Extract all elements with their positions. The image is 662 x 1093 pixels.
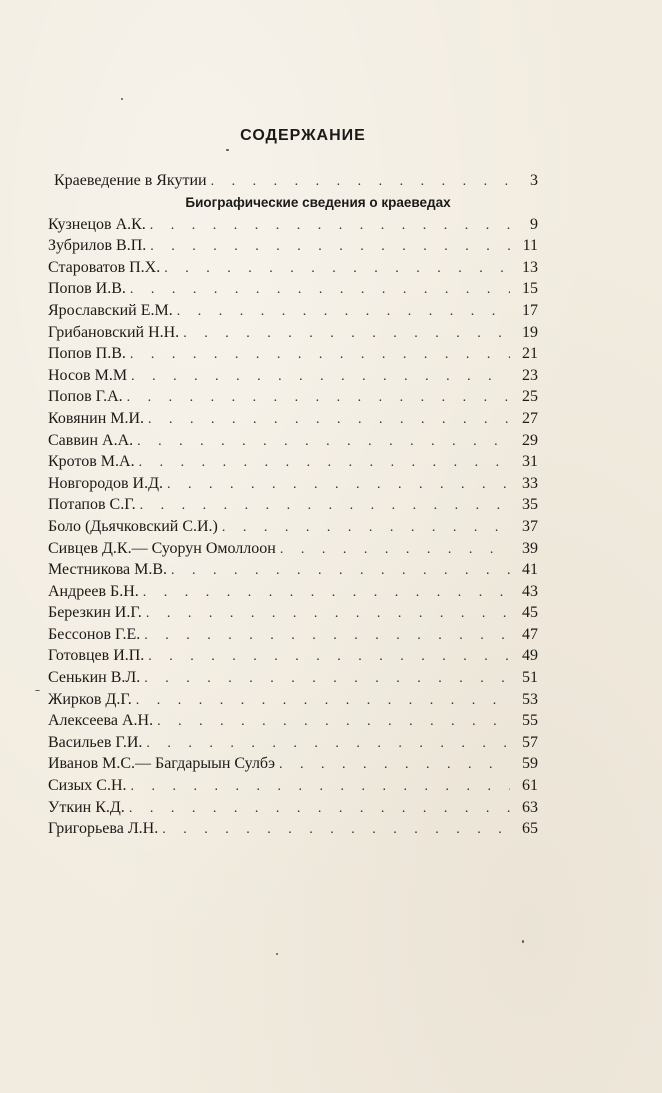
toc-entry-name: Березкин И.Г. — [48, 604, 142, 622]
leader-dots — [148, 646, 510, 668]
leader-dots — [144, 668, 510, 690]
toc-entry-name: Ковянин М.И. — [48, 409, 145, 427]
leader-dots — [150, 215, 510, 237]
leader-dots — [167, 474, 510, 496]
paper-speck — [121, 98, 123, 100]
section-heading: Биографические сведения о краеведах — [185, 194, 451, 210]
toc-entry-page: 19 — [522, 323, 538, 341]
leader-dots — [140, 495, 510, 517]
toc-entry — [48, 581, 538, 603]
toc-entry-name: Местникова М.В. — [48, 561, 168, 579]
leader-dots — [279, 754, 510, 776]
toc-entry-page: 45 — [522, 604, 538, 622]
leader-dots — [130, 344, 510, 366]
leader-dots — [130, 279, 510, 301]
toc-entry — [48, 602, 538, 624]
paper-speck — [226, 149, 229, 151]
toc-entry-page: 39 — [522, 539, 538, 557]
toc-entry — [48, 538, 538, 560]
toc-entry-name: Попов Г.А. — [48, 388, 123, 406]
toc-entry-page: 51 — [522, 669, 538, 687]
leader-dots — [146, 603, 510, 625]
leader-dots — [129, 798, 510, 820]
leader-dots — [157, 711, 510, 733]
toc-entry-page: 59 — [522, 755, 538, 773]
leader-dots — [139, 452, 510, 474]
leader-dots — [131, 776, 510, 798]
toc-entry-page: 61 — [522, 777, 538, 795]
toc-entry-page: 65 — [522, 820, 538, 838]
toc-entry — [48, 386, 538, 408]
toc-entry — [48, 343, 538, 365]
paper-speck — [35, 690, 40, 691]
toc-entry-page: 27 — [522, 409, 538, 427]
toc-entry-name: Сивцев Д.К.— Суорун Омоллоон — [48, 539, 276, 557]
toc-entry — [48, 645, 538, 667]
toc-entry — [48, 710, 538, 732]
leader-dots — [164, 258, 510, 280]
toc-entry — [48, 516, 538, 538]
toc-entry-page: 53 — [522, 690, 538, 708]
paper-speck — [522, 940, 524, 943]
toc-entries-list — [48, 214, 538, 840]
toc-entry-page: 63 — [522, 798, 538, 816]
leader-dots — [171, 560, 510, 582]
leader-dots — [183, 323, 510, 345]
toc-entry-name: Боло (Дьячковский С.И.) — [48, 517, 218, 535]
toc-entry-page: 55 — [522, 712, 538, 730]
leader-dots — [148, 409, 510, 431]
toc-entry-name: Кротов М.А. — [48, 453, 135, 471]
toc-entry-name: Саввин А.А. — [48, 431, 134, 449]
toc-entry-name: Иванов М.С.— Багдарыын Сулбэ — [48, 755, 275, 773]
toc-entry-name: Бессонов Г.Е. — [48, 625, 141, 643]
toc-entry-page: 33 — [522, 474, 538, 492]
toc-entry — [48, 797, 538, 819]
toc-entry-name: Зубрилов В.П. — [48, 237, 147, 255]
leader-dots — [146, 733, 510, 755]
toc-entry-page: 29 — [522, 431, 538, 449]
toc-entry — [48, 257, 538, 279]
toc-entry-name: Жирков Д.Г. — [48, 690, 132, 708]
toc-entry-page: 23 — [522, 366, 538, 384]
toc-entry — [48, 322, 538, 344]
toc-entry-name: Новгородов И.Д. — [48, 474, 163, 492]
toc-entry-page: 47 — [522, 625, 538, 643]
toc-entry — [48, 214, 538, 236]
toc-entry-name: Андреев Б.Н. — [48, 582, 139, 600]
toc-entry-name: Носов М.М — [48, 366, 128, 384]
toc-entry-name: Ярославский Е.М. — [48, 301, 173, 319]
toc-entry-page: 57 — [522, 733, 538, 751]
toc-entry — [48, 818, 538, 840]
toc-entry-page: 21 — [522, 345, 538, 363]
toc-entry-page: 41 — [522, 561, 538, 579]
toc-entry-page: 37 — [522, 517, 538, 535]
toc-entry-page: 17 — [522, 301, 538, 319]
toc-entry — [48, 300, 538, 322]
toc-entry-name: Кузнецов А.К. — [48, 215, 146, 233]
toc-entry-page: 15 — [522, 280, 538, 298]
leader-dots — [136, 690, 510, 712]
toc-entry-name: Потапов С.Г. — [48, 496, 136, 514]
toc-entry-name: Григорьева Л.Н. — [48, 820, 159, 838]
toc-entry-name: Васильев Г.И. — [48, 733, 143, 751]
leader-dots — [150, 236, 510, 258]
leader-dots — [162, 819, 510, 841]
toc-entry — [48, 365, 538, 387]
toc-entry — [48, 451, 538, 473]
paper-speck — [276, 953, 278, 955]
leader-dots — [211, 171, 510, 193]
toc-entry-name: Грибановский Н.Н. — [48, 323, 180, 341]
toc-entry — [48, 278, 538, 300]
toc-entry-name: Уткин К.Д. — [48, 798, 125, 816]
toc-entry-name: Попов П.В. — [48, 345, 126, 363]
leader-dots — [177, 301, 510, 323]
toc-entry-page: 13 — [522, 258, 538, 276]
toc-entry-page: 11 — [522, 237, 538, 255]
toc-entry — [48, 559, 538, 581]
leader-dots — [144, 625, 510, 647]
toc-entry-page: 31 — [522, 453, 538, 471]
leader-dots — [137, 431, 510, 453]
toc-entry — [48, 235, 538, 257]
toc-entry — [48, 775, 538, 797]
toc-entry-page: 9 — [530, 215, 538, 233]
toc-entry — [48, 689, 538, 711]
leader-dots — [131, 366, 510, 388]
toc-entry-intro — [48, 170, 538, 192]
leader-dots — [222, 517, 510, 539]
toc-entry-page: 49 — [522, 647, 538, 665]
table-of-contents — [48, 170, 538, 840]
leader-dots — [143, 582, 510, 604]
toc-entry-name: Краеведение в Якутии — [54, 172, 207, 189]
toc-entry — [48, 473, 538, 495]
toc-entry — [48, 667, 538, 689]
leader-dots — [127, 387, 510, 409]
toc-entry — [48, 753, 538, 775]
leader-dots — [280, 539, 510, 561]
toc-entry-name: Попов И.В. — [48, 280, 126, 298]
toc-entry-name: Алексеева А.Н. — [48, 712, 154, 730]
toc-entry-name: Сизых С.Н. — [48, 777, 127, 795]
toc-entry — [48, 732, 538, 754]
toc-entry — [48, 624, 538, 646]
toc-entry-page: 25 — [522, 388, 538, 406]
toc-entry — [48, 408, 538, 430]
toc-entry-page: 3 — [530, 172, 538, 189]
toc-entry — [48, 494, 538, 516]
toc-entry-name: Староватов П.Х. — [48, 258, 161, 276]
toc-entry — [48, 430, 538, 452]
toc-entry-page: 43 — [522, 582, 538, 600]
page-title: СОДЕРЖАНИЕ — [240, 127, 366, 144]
toc-entry-name: Сенькин В.Л. — [48, 669, 141, 687]
toc-entry-page: 35 — [522, 496, 538, 514]
toc-entry-name: Готовцев И.П. — [48, 647, 145, 665]
